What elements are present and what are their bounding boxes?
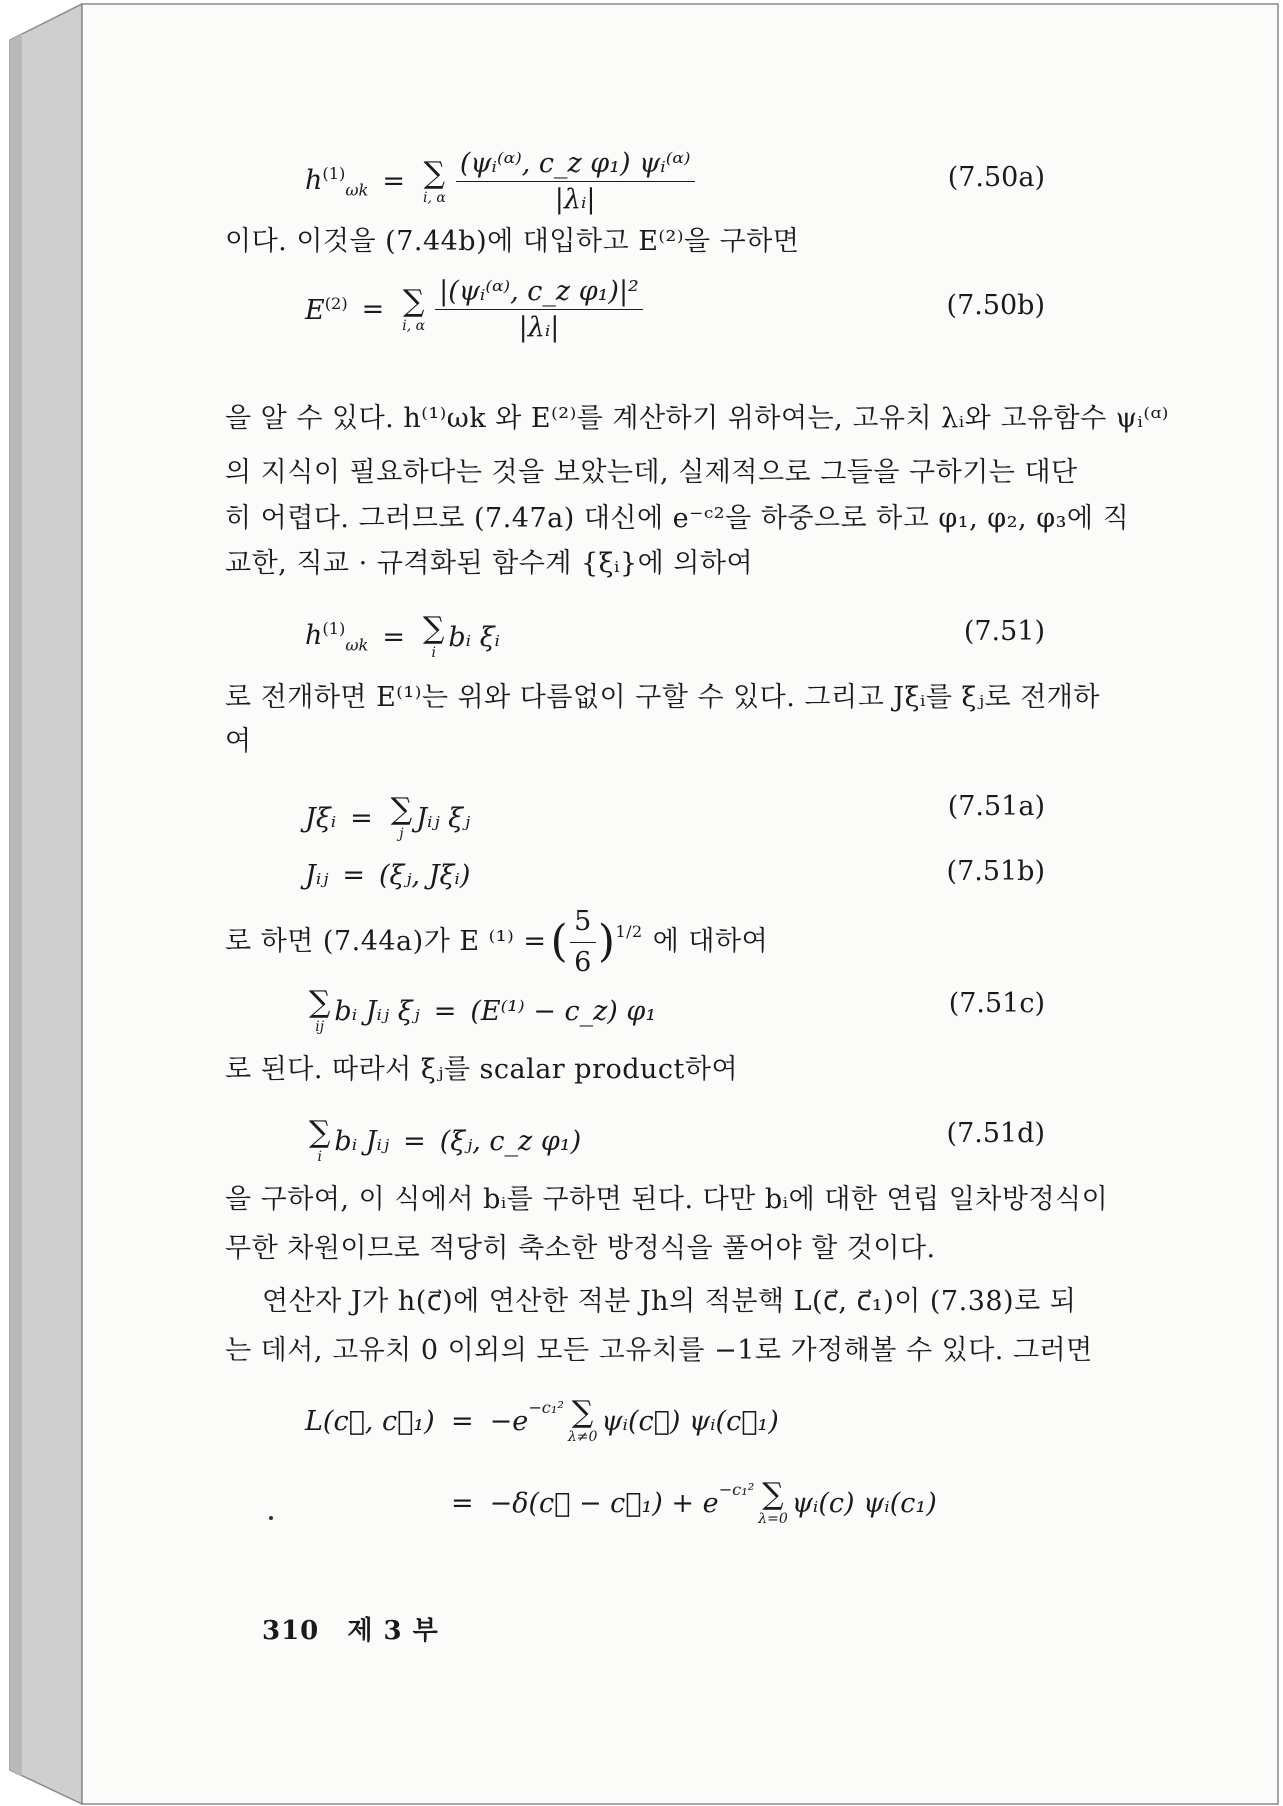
equation-7-50a xyxy=(305,138,1165,215)
denominator: 6 xyxy=(574,946,592,978)
equals-sign: = xyxy=(433,995,457,1027)
equation-number: (7.51c) xyxy=(948,988,1045,1019)
text-line: 로 된다. 따라서 ξⱼ를 scalar product하여 xyxy=(225,1054,739,1085)
equals-sign: = xyxy=(350,802,373,834)
exponent: 1/2 xyxy=(615,922,643,941)
equals-sign: = xyxy=(382,621,405,653)
eq-lhs: Jξᵢ xyxy=(305,802,337,834)
text-segment: 에 대하여 xyxy=(652,926,769,957)
equation-kernel-line-2 xyxy=(305,1470,1125,1542)
eq-rhs: bᵢ ξᵢ xyxy=(448,621,500,653)
page-number: 310 xyxy=(262,1616,320,1646)
equation-number: (7.51a) xyxy=(947,791,1045,822)
text-line xyxy=(225,905,1165,978)
fraction xyxy=(456,148,695,215)
right-paren: ) xyxy=(597,916,616,967)
eq-rhs-post: ψᵢ(c⃗) ψᵢ(c⃗₁) xyxy=(601,1405,779,1437)
equation-number: (7.50b) xyxy=(946,290,1045,321)
text-line: 무한 차원이므로 적당히 축소한 방정식을 풀어야 할 것이다. xyxy=(225,1233,936,1264)
equals-sign: = xyxy=(382,166,405,197)
fraction xyxy=(435,276,643,343)
eq-rhs-pre: −δ(c⃗ − c⃗₁) + e xyxy=(489,1487,719,1519)
equals-sign: = xyxy=(451,1487,474,1519)
equation-7-50b xyxy=(305,266,1165,343)
eq-rhs: Jᵢⱼ ξⱼ xyxy=(416,802,471,834)
text-line: 로 전개하면 E⁽¹⁾는 위와 다름없이 구할 수 있다. 그리고 Jξᵢ를 ξⱼ로 전개하 xyxy=(225,682,1100,713)
page-footer xyxy=(262,1610,439,1647)
numerator: (ψᵢ⁽ᵅ⁾, c_z φ₁) ψᵢ⁽ᵅ⁾ xyxy=(456,148,695,182)
summation: ∑ i xyxy=(309,1115,331,1165)
eq-lhs: bᵢ Jᵢⱼ xyxy=(334,1125,390,1157)
text-line: 을 구하여, 이 식에서 bᵢ를 구하면 된다. 다만 bᵢ에 대한 연립 일차방정식이 xyxy=(225,1184,1109,1215)
eq-rhs: (E⁽¹⁾ − c_z) φ₁ xyxy=(470,995,657,1027)
eq-lhs: $E^{(2)}$ xyxy=(305,293,348,326)
equation-number: (7.51d) xyxy=(946,1118,1045,1149)
exponent: −c₁² xyxy=(718,1480,755,1499)
equals-sign: = xyxy=(361,294,385,325)
eq-lhs: $h^{(1)}_{\omega k}$ xyxy=(305,163,369,200)
text-line: 의 지식이 필요하다는 것을 보았는데, 실제적으로 그들을 구하기는 대단 xyxy=(225,457,1078,488)
equation-number: (7.51b) xyxy=(946,856,1045,887)
fraction xyxy=(570,904,596,981)
exponent: −c₁² xyxy=(528,1398,564,1417)
summation: ∑ j xyxy=(390,792,413,842)
denominator: |λᵢ| xyxy=(518,312,560,343)
text-line: 히 어렵다. 그러므로 (7.47a) 대신에 e⁻ᶜ²을 하중으로 하고 φ₁, φ₂, φ₃에 직 xyxy=(225,503,1130,534)
equals-sign: = xyxy=(451,1405,474,1437)
numerator: |(ψᵢ⁽ᵅ⁾, c_z φ₁)|² xyxy=(435,276,643,310)
text-line: 여 xyxy=(225,726,252,757)
eq-rhs: (ξⱼ, c_z φ₁) xyxy=(439,1125,582,1157)
summation: ∑ λ=0 xyxy=(758,1477,788,1527)
stray-mark xyxy=(269,1516,273,1520)
part-label: 제 3 부 xyxy=(347,1616,439,1646)
text-segment: 로 하면 (7.44a)가 E ⁽¹⁾ = xyxy=(225,926,547,957)
text-line: 는 데서, 고유치 0 이외의 모든 고유치를 −1로 가정해볼 수 있다. 그러면 xyxy=(225,1335,1093,1366)
text-line: 연산자 J가 h(c⃗)에 연산한 적분 Jh의 적분핵 L(c⃗, c⃗₁)이 (7.38)로 되 xyxy=(262,1286,1077,1317)
eq-lhs: Jᵢⱼ xyxy=(305,860,329,891)
summation: ∑ λ≠0 xyxy=(567,1395,598,1445)
text-line: 을 알 수 있다. h⁽¹⁾ωk 와 E⁽²⁾를 계산하기 위하여는, 고유치 λᵢ와 고유함수 ψᵢ⁽ᵅ⁾ xyxy=(225,403,1169,434)
eq-lhs: L(c⃗, c⃗₁) xyxy=(305,1405,435,1437)
eq-rhs-pre: −e xyxy=(489,1405,529,1437)
equation-number: (7.50a) xyxy=(947,162,1045,193)
eq-rhs: (ξⱼ, Jξᵢ) xyxy=(379,860,471,891)
equals-sign: = xyxy=(403,1125,426,1157)
equation-7-51a xyxy=(305,785,1165,857)
eq-rhs-post: ψᵢ(c) ψᵢ(c₁) xyxy=(791,1487,937,1519)
equation-kernel-line-1 xyxy=(305,1388,1125,1460)
summation: ∑ ij xyxy=(309,985,331,1035)
eq-lhs: bᵢ Jᵢⱼ ξⱼ xyxy=(334,995,420,1027)
equation-7-51 xyxy=(305,604,1165,676)
equation-number: (7.51) xyxy=(963,616,1045,647)
left-paren: ( xyxy=(550,916,569,967)
summation: ∑ i, α xyxy=(402,283,426,334)
equals-sign: = xyxy=(342,860,366,891)
eq-lhs: $h^{(1)}_{\omega k}$ xyxy=(305,619,369,655)
numerator: 5 xyxy=(570,904,596,943)
text-line: 이다. 이것을 (7.44b)에 대입하고 E⁽²⁾을 구하면 xyxy=(225,226,800,257)
summation: ∑ i xyxy=(422,611,445,661)
text-line: 교한, 직교 · 규격화된 함수계 {ξᵢ}에 의하여 xyxy=(225,548,754,579)
summation: ∑ i, α xyxy=(422,155,446,206)
equation-7-51d xyxy=(305,1108,1165,1180)
denominator: |λᵢ| xyxy=(554,184,596,215)
equation-7-51c xyxy=(305,978,1165,1050)
